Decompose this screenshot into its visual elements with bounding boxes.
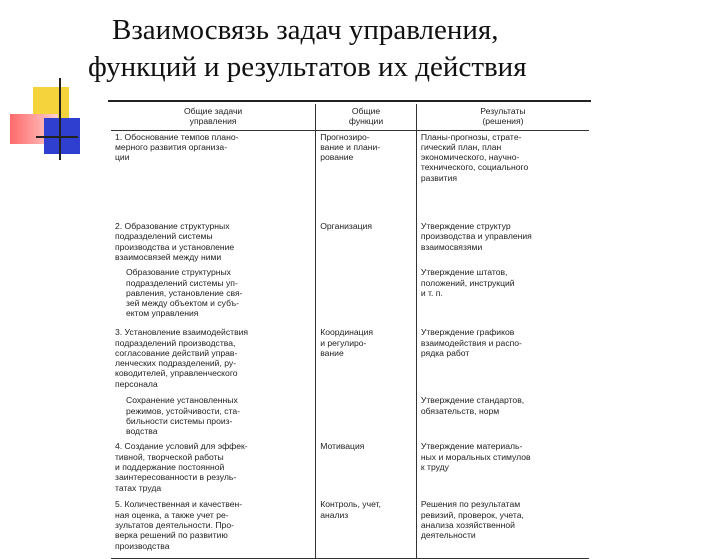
table-row (111, 440, 589, 498)
title-line-2: функций и результатов их действия (88, 51, 527, 83)
result-cell: Утверждение штатов, положений, инструкций и т. п. (420, 267, 515, 298)
task-text: Образование структурных подразделений системы уп- равления, установление свя- зей между объектом и субъ- ектом управления (126, 267, 243, 319)
task-text: Сохранение установленных режимов, устойчивости, ста- бильности системы произ- водства (126, 395, 241, 437)
result-cell: Утверждение структур производства и управления взаимосвязями (420, 221, 532, 252)
result-cell: Утверждение материаль- ных и моральных стимулов к труду (420, 441, 531, 473)
function-cell: Прогнозиро- вание и плани- рование (316, 130, 417, 220)
function-cell (316, 266, 417, 326)
slide-title (88, 12, 688, 86)
result-cell: Утверждение стандартов, обязательств, норм (420, 395, 525, 416)
decor-vertical-line (59, 78, 61, 160)
task-cell: 1. Обоснование темпов плано- мерного развития организа- ции (111, 130, 316, 220)
function-cell: Мотивация (316, 440, 417, 498)
result-cell: Решения по результатам ревизий, проверок, учета, анализа хозяйственной деятельности (416, 498, 589, 558)
task-cell: 5. Количественная и качествен- ная оценка, а также учет ре- зультатов деятельности. Про- верка решений по развитию производства (111, 498, 316, 558)
function-cell: Координация и регулиро- вание (316, 326, 417, 394)
task-cell: 4. Создание условий для эффек- тивной, творческой работы и поддержание постоянной заинтересованности в резуль- татах труда (111, 440, 316, 498)
task-cell (111, 394, 316, 440)
task-cell (111, 266, 316, 326)
table-row (111, 326, 589, 394)
header-functions: Общие функции (316, 104, 417, 130)
table-row (111, 394, 589, 440)
header-tasks: Общие задачи управления (111, 104, 316, 130)
management-table (111, 104, 589, 559)
function-cell: Организация (316, 220, 417, 266)
result-cell: Утверждение графиков взаимодействия и распо- рядка работ (420, 327, 522, 358)
table-row (111, 498, 589, 558)
decor-horizontal-line (36, 136, 78, 138)
table-header-row (111, 104, 589, 130)
table-row (111, 220, 589, 266)
function-cell: Контроль, учет, анализ (316, 498, 417, 558)
title-line-1: Взаимосвязь задач управления, (112, 14, 499, 46)
table-row (111, 130, 589, 220)
table-top-rule (108, 100, 591, 102)
task-cell: 3. Установление взаимодействия подразделений производства, согласование действий управ- ленческих подразделений, ру- ководителей, управленческого персонала (111, 326, 316, 394)
task-cell: 2. Образование структурных подразделений системы производства и установление взаимосвязей между ними (111, 220, 316, 266)
header-results: Результаты (решения) (416, 104, 589, 130)
result-cell: Планы-прогнозы, стратe- гический план, план экономического, научно- технического, социального развития (420, 131, 529, 183)
function-cell (316, 394, 417, 440)
table-row (111, 266, 589, 326)
